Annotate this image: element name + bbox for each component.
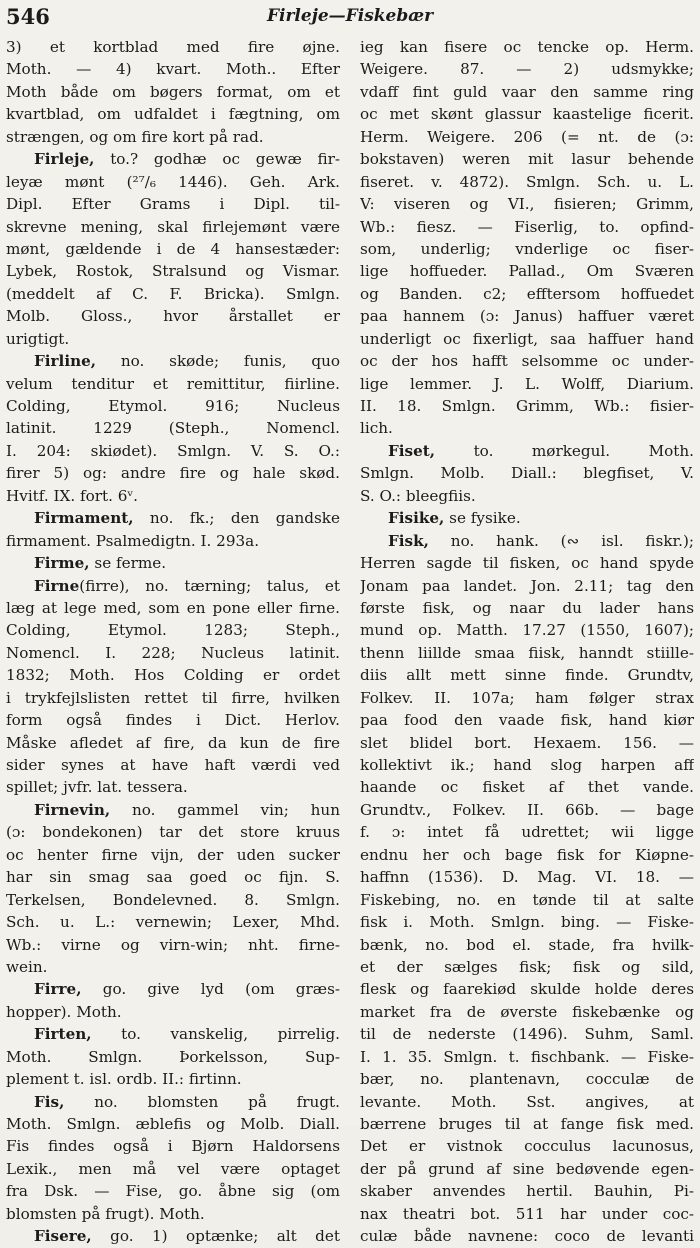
text-line <box>6 260 340 282</box>
text-line <box>360 1203 694 1225</box>
text-line <box>6 1091 340 1113</box>
line-text: blomsten på frugt). Moth. <box>6 1204 205 1223</box>
text-line <box>6 1180 340 1202</box>
line-text: haande oc fisket af thet vande. <box>360 778 694 797</box>
headword: Firre, <box>34 980 82 999</box>
text-line <box>360 1068 694 1090</box>
line-text: mund op. Matth. 17.27 (1550, 1607); <box>360 621 694 640</box>
text-line <box>6 844 340 866</box>
text-line <box>6 81 340 103</box>
text-line <box>6 754 340 776</box>
line-text: firer 5) og: andre fire og hale skød. <box>6 464 340 483</box>
headword: Fisk, <box>388 531 429 550</box>
text-line <box>6 709 340 731</box>
text-line <box>360 1158 694 1180</box>
line-text: strængen, og om fire kort på rad. <box>6 127 264 146</box>
page-number: 546 <box>6 4 50 29</box>
text-line <box>6 821 340 843</box>
text-line <box>6 1135 340 1157</box>
text-line <box>6 1113 340 1135</box>
text-line <box>6 148 340 170</box>
text-line <box>6 732 340 754</box>
text-line <box>6 373 340 395</box>
line-text: Wb.: virne og virn-win; nht. firne- <box>6 935 340 954</box>
text-line <box>360 485 694 507</box>
page-header <box>6 4 694 32</box>
text-line <box>6 350 340 372</box>
text-line <box>360 171 694 193</box>
line-text: Nomencl. I. 228; Nucleus latinit. <box>6 643 340 662</box>
line-text: levante. Moth. Sst. angives, at <box>360 1092 694 1111</box>
text-line <box>6 216 340 238</box>
line-text: fisk i. Moth. Smlgn. bing. — Fiske- <box>360 913 694 932</box>
line-text: no. hank. (∾ isl. fiskr.); <box>428 531 694 550</box>
text-line <box>6 283 340 305</box>
line-text: Smlgn. Molb. Diall.: blegfiset, V. <box>360 464 694 483</box>
headword: Fisere, <box>34 1227 92 1246</box>
headword: Firline, <box>34 352 97 371</box>
text-line <box>6 619 340 641</box>
line-text: endnu her och bage fisk for Kiøpne- <box>360 845 694 864</box>
text-line <box>360 395 694 417</box>
text-line <box>360 866 694 888</box>
line-text: og Banden. c2; efftersom hoffuedet <box>360 284 694 303</box>
text-line <box>6 328 340 350</box>
line-text: skaber anvendes hertil. Bauhin, Pi- <box>360 1182 694 1201</box>
line-text: skrevne mening, skal firlejemønt være <box>6 217 340 236</box>
text-line <box>360 844 694 866</box>
text-line <box>360 934 694 956</box>
line-text: Det er vistnok cocculus lacunosus, <box>360 1137 694 1156</box>
text-line <box>6 417 340 439</box>
text-line <box>360 575 694 597</box>
text-line <box>360 889 694 911</box>
line-text: der på grund af sine bedøvende egen- <box>360 1159 694 1178</box>
line-text: første fisk, og naar du lader hans <box>360 598 694 617</box>
text-line <box>6 1046 340 1068</box>
text-line <box>6 126 340 148</box>
line-text: et der sælges fisk; fisk og sild, <box>360 957 694 976</box>
line-text: 1832; Moth. Hos Colding er ordet <box>6 666 340 685</box>
line-text: go. give lyd (om græs- <box>81 980 340 999</box>
line-text: leyæ mønt (²⁷/₆ 1446). Geh. Ark. <box>6 172 340 191</box>
text-line <box>6 1023 340 1045</box>
text-line <box>6 36 340 58</box>
line-text: (ɔ: bondekonen) tar det store kruus <box>6 823 340 842</box>
headword: Firten, <box>34 1025 92 1044</box>
text-line <box>6 58 340 80</box>
line-text: Lybek, Rostok, Stralsund og Vismar. <box>6 262 340 281</box>
text-line <box>360 350 694 372</box>
line-text: Lexik., men må vel være optaget <box>6 1159 340 1178</box>
text-line <box>360 440 694 462</box>
text-line <box>6 799 340 821</box>
text-line <box>360 1023 694 1045</box>
text-line <box>360 709 694 731</box>
line-text: bærrene bruges til at fange fisk med. <box>360 1115 694 1133</box>
text-line <box>360 1180 694 1202</box>
line-text: lige lemmer. J. L. Wolff, Diarium. <box>360 374 694 393</box>
text-line <box>6 485 340 507</box>
text-line <box>6 664 340 686</box>
right-column <box>360 36 694 1248</box>
text-line <box>360 462 694 484</box>
line-text: Molb. Gloss., hvor årstallet er <box>6 307 340 326</box>
text-line <box>360 821 694 843</box>
text-line <box>6 507 340 529</box>
text-line <box>360 1113 694 1135</box>
line-text: Herren sagde til fisken, oc hand spyde <box>360 554 694 573</box>
line-text: bokstaven) weren mit lasur behende <box>360 150 694 169</box>
line-text: lige hoffueder. Pallad., Om Sværen <box>360 262 694 281</box>
line-text: go. 1) optænke; alt det <box>91 1227 340 1246</box>
text-line <box>360 216 694 238</box>
line-text: læg at lege med, som en pone eller firne. <box>6 598 340 617</box>
line-text: haffnn (1536). D. Mag. VI. 18. — <box>360 868 694 887</box>
line-text: oc henter firne vijn, der uden sucker <box>6 845 340 864</box>
line-text: thenn liillde smaa fiisk, hanndt stiille- <box>360 643 694 662</box>
line-text: Fiskebing, no. en tønde til at salte <box>360 890 694 909</box>
line-text: fra Dsk. — Fise, go. åbne sig (om <box>6 1182 340 1201</box>
line-text: Folkev. II. 107a; ham følger strax <box>360 688 694 707</box>
line-text: Moth. Smlgn. æblefis og Molb. Diall. <box>6 1115 340 1133</box>
line-text: se ferme. <box>89 554 167 573</box>
text-line <box>6 687 340 709</box>
text-line <box>6 305 340 327</box>
line-text: i trykfejlslisten rettet til firre, hvilken <box>6 688 340 707</box>
line-text: to. mørkegul. Moth. <box>435 441 694 460</box>
line-text: kollektivt ik.; hand slog harpen aff <box>360 756 694 774</box>
line-text: to.? godhæ oc gewæ fir- <box>94 150 340 169</box>
line-text: Herm. Weigere. 206 (= nt. de (ɔ: <box>360 127 694 146</box>
line-text: nax theatri bot. 511 har under coc- <box>360 1204 694 1223</box>
line-text: Terkelsen, Bondelevned. 8. Smlgn. <box>6 890 340 909</box>
text-line <box>360 597 694 619</box>
line-text: 3) et kortblad med fire øjne. <box>6 38 340 56</box>
text-line <box>6 776 340 798</box>
text-line <box>360 58 694 80</box>
text-line <box>6 193 340 215</box>
line-text: paa hannem (ɔ: Janus) haffuer været <box>360 307 694 326</box>
line-text: lich. <box>360 419 393 438</box>
text-line <box>6 934 340 956</box>
text-line <box>360 417 694 439</box>
text-line <box>6 956 340 978</box>
text-line <box>360 530 694 552</box>
line-text: som, underlig; vnderlige oc fiser- <box>360 239 694 258</box>
text-line <box>360 126 694 148</box>
line-text: (firre), no. tærning; talus, et <box>79 576 340 595</box>
text-line <box>360 1091 694 1113</box>
line-text: form også findes i Dict. Herlov. <box>6 711 340 730</box>
line-text: no. blomsten på frugt. <box>64 1092 340 1111</box>
line-text: to. vanskelig, pirrelig. <box>91 1025 340 1044</box>
line-text: culæ både navnene: coco de levanti <box>360 1227 694 1246</box>
text-line <box>360 328 694 350</box>
headword: Fisike, <box>388 509 445 528</box>
line-text: V: viseren og VI., fisieren; Grimm, <box>360 195 694 214</box>
text-line <box>6 552 340 574</box>
text-line <box>360 283 694 305</box>
text-line <box>360 305 694 327</box>
line-text: bær, no. plantenavn, cocculæ de <box>360 1070 694 1089</box>
line-text: fiseret. v. 4872). Smlgn. Sch. u. L. <box>360 172 694 191</box>
text-line <box>360 799 694 821</box>
line-text: bænk, no. bod el. stade, fra hvilk- <box>360 935 694 954</box>
text-line <box>360 238 694 260</box>
headword: Firmament, <box>34 509 134 528</box>
line-text: Jonam paa landet. Jon. 2.11; tag den <box>360 576 694 595</box>
text-line <box>360 956 694 978</box>
text-line <box>360 911 694 933</box>
text-line <box>6 597 340 619</box>
text-line <box>360 81 694 103</box>
line-text: S. O.: bleegfiis. <box>360 486 476 505</box>
text-line <box>360 978 694 1000</box>
text-line <box>6 1001 340 1023</box>
text-line <box>6 462 340 484</box>
left-column <box>6 36 340 1248</box>
line-text: Moth både om bøgers format, om et <box>6 82 340 101</box>
text-line <box>360 36 694 58</box>
text-line <box>6 1158 340 1180</box>
line-text: firmament. Psalmedigtn. I. 293a. <box>6 531 260 550</box>
line-text: Sch. u. L.: vernewin; Lexer, Mhd. <box>6 913 340 932</box>
text-line <box>360 732 694 754</box>
line-text: Colding, Etymol. 916; Nucleus <box>6 397 340 415</box>
line-text: diis allt mett sinne finde. Grundtv, <box>360 666 694 685</box>
line-text: Wb.: fiesz. — Fiserlig, to. opfind- <box>360 217 694 236</box>
line-text: II. 18. Smlgn. Grimm, Wb.: fisier- <box>360 397 694 415</box>
line-text: I. 1. 35. Smlgn. t. fischbank. — Fiske- <box>360 1047 694 1066</box>
text-line <box>360 642 694 664</box>
text-line <box>360 103 694 125</box>
text-line <box>360 148 694 170</box>
line-text: oc met skønt glassur kaastelige ficerit. <box>360 105 694 124</box>
text-line <box>6 238 340 260</box>
text-line <box>6 866 340 888</box>
line-text: mønt, gældende i de 4 hansestæder: <box>6 239 340 258</box>
text-line <box>360 507 694 529</box>
line-text: no. skøde; funis, quo <box>96 352 340 371</box>
text-line <box>6 1068 340 1090</box>
line-text: til de nederste (1496). Suhm, Saml. <box>360 1025 694 1044</box>
line-text: Colding, Etymol. 1283; Steph., <box>6 621 340 640</box>
line-text: har sin smag saa goed oc fijn. S. <box>6 868 340 887</box>
line-text: se fysike. <box>444 509 521 528</box>
line-text: I. 204: skiødet). Smlgn. V. S. O.: <box>6 441 340 460</box>
text-line <box>360 193 694 215</box>
headword: Firme, <box>34 554 90 573</box>
line-text: underligt oc fixerligt, saa haffuer hand <box>360 329 694 348</box>
line-text: Weigere. 87. — 2) udsmykke; <box>360 60 694 79</box>
headword: Firne <box>34 576 80 595</box>
text-line <box>360 1046 694 1068</box>
running-title: Firleje—Fiskebær <box>266 6 434 26</box>
text-line <box>6 171 340 193</box>
line-text: urigtigt. <box>6 329 70 348</box>
text-line <box>360 1001 694 1023</box>
text-line <box>6 440 340 462</box>
text-line <box>6 103 340 125</box>
line-text: Måske afledet af fire, da kun de fire <box>6 733 340 752</box>
line-text: paa food den vaade fisk, hand kiør <box>360 711 694 730</box>
headword: Fiset, <box>388 441 436 460</box>
headword: Firnevin, <box>34 800 111 819</box>
line-text: Hvitf. IX. fort. 6ᵛ. <box>6 486 138 505</box>
text-line <box>6 530 340 552</box>
line-text: Moth. Smlgn. Þorkelsson, Sup- <box>6 1047 340 1066</box>
text-line <box>360 687 694 709</box>
text-line <box>6 575 340 597</box>
text-line <box>360 552 694 574</box>
line-text: Grundtv., Folkev. II. 66b. — bage <box>360 800 694 819</box>
headword: Fis, <box>34 1092 65 1111</box>
text-line <box>6 1203 340 1225</box>
line-text: kvartblad, om udfaldet i fægtning, om <box>6 105 340 124</box>
text-line <box>6 1225 340 1247</box>
line-text: oc der hos hafft selsomme oc under- <box>360 352 694 371</box>
line-text: spillet; jvfr. lat. tessera. <box>6 778 188 797</box>
text-line <box>360 664 694 686</box>
text-line <box>360 373 694 395</box>
text-line <box>360 260 694 282</box>
line-text: latinit. 1229 (Steph., Nomencl. <box>6 419 340 438</box>
line-text: vdaff fint guld vaar den samme ring <box>360 82 694 101</box>
text-line <box>6 642 340 664</box>
text-line <box>360 754 694 776</box>
line-text: sider synes at have haft værdi ved <box>6 756 340 774</box>
text-line <box>6 911 340 933</box>
line-text: market fra de øverste fiskebænke og <box>360 1002 694 1021</box>
line-text: no. fk.; den gandske <box>133 509 340 528</box>
line-text: slet blidel bort. Hexaem. 156. — <box>360 733 694 752</box>
text-line <box>360 619 694 641</box>
text-line <box>360 776 694 798</box>
line-text: plement t. isl. ordb. II.: firtinn. <box>6 1070 242 1089</box>
line-text: Moth. — 4) kvart. Moth.. Efter <box>6 60 340 79</box>
headword: Firleje, <box>34 150 95 169</box>
line-text: f. ɔ: intet få udrettet; wii ligge <box>360 823 694 842</box>
line-text: ieg kan fisere oc tencke op. Herm. <box>360 38 694 56</box>
text-line <box>360 1225 694 1247</box>
text-line <box>360 1135 694 1157</box>
line-text: no. gammel vin; hun <box>110 800 340 819</box>
text-line <box>6 978 340 1000</box>
line-text: Dipl. Efter Grams i Dipl. til- <box>6 195 340 214</box>
line-text: (meddelt af C. F. Bricka). Smlgn. <box>6 284 340 303</box>
line-text: velum tenditur et remittitur, fiirline. <box>6 374 340 393</box>
line-text: hopper). Moth. <box>6 1002 122 1021</box>
text-line <box>6 395 340 417</box>
line-text: wein. <box>6 957 48 976</box>
text-line <box>6 889 340 911</box>
line-text: Fis findes også i Bjørn Haldorsens <box>6 1137 340 1156</box>
line-text: flesk og faarekiød skulde holde deres <box>360 980 694 999</box>
